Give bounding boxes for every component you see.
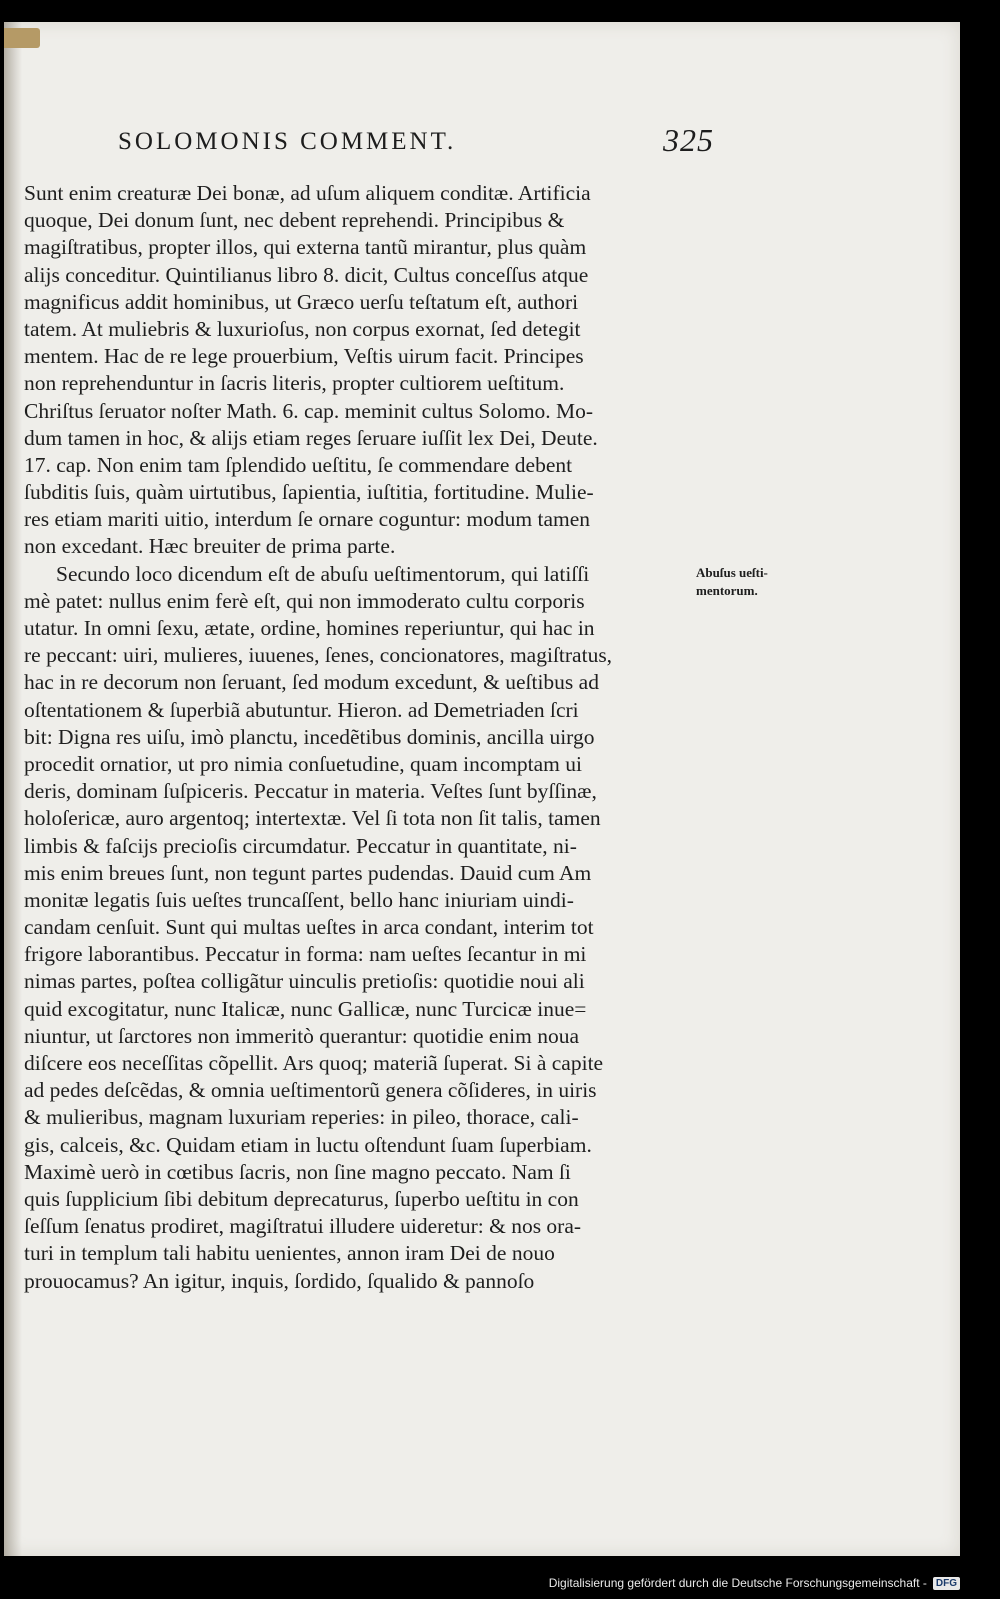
text-line: & mulieribus, magnam luxuriam reperies: in pileo, thorace, cali- <box>24 1105 579 1130</box>
text-line: candam cenſuit. Sunt qui multas ueſtes in arca condant, interim tot <box>24 915 594 940</box>
page-header <box>118 122 714 162</box>
text-line: mè patet: nullus enim ferè eſt, qui non immoderato cultu corporis <box>24 588 585 613</box>
footer-credit: Digitalisierung gefördert durch die Deutsche Forschungsgemeinschaft - <box>548 1576 927 1590</box>
text-line: limbis & faſcijs precioſis circumdatur. Peccatur in quantitate, ni- <box>24 833 577 858</box>
text-line: quoque, Dei donum ſunt, nec debent reprehendi. Principibus & <box>24 208 565 233</box>
text-line: re peccant: uiri, mulieres, iuuenes, ſenes, concionatores, magiſtratus, <box>24 643 613 668</box>
text-line: procedit ornatior, ut pro nimia conſuetudine, quam incomptam ui <box>24 751 583 776</box>
text-line: Chriſtus ſeruator noſter Math. 6. cap. meminit cultus Solomo. Mo- <box>24 398 594 423</box>
text-line: alijs conceditur. Quintilianus libro 8. dicit, Cultus conceſſus atque <box>24 262 589 287</box>
text-line: oſtentationem & ſuperbiã abutuntur. Hieron. ad Demetriaden ſcri <box>24 697 579 722</box>
text-line: niuntur, ut ſarctores non immeritò querantur: quotidie enim noua <box>24 1023 580 1048</box>
text-line: deris, dominam ſuſpiceris. Peccatur in materia. Veſtes ſunt byſſinæ, <box>24 779 597 804</box>
text-line: ſeſſum ſenatus prodiret, magiſtratui illudere uideretur: & nos ora- <box>24 1214 582 1239</box>
text-line: nimas partes, poſtea colligãtur uinculis pretioſis: quotidie noui ali <box>24 969 585 994</box>
text-line: dum tamen in hoc, & alijs etiam reges ſeruare iuſſit lex Dei, Deute. <box>24 425 598 450</box>
text-line: monitæ legatis ſuis ueſtes truncaſſent, bello hanc iniuriam uindi- <box>24 887 574 912</box>
marginal-note-line: Abuſus ueſti- <box>696 565 768 580</box>
text-line: quid excogitatur, nunc Italicæ, nunc Gallicæ, nunc Turcicæ inue= <box>24 996 587 1021</box>
text-line: gis, calceis, &c. Quidam etiam in luctu oſtendunt ſuam ſuperbiam. <box>24 1132 592 1157</box>
text-line: res etiam mariti uitio, interdum ſe ornare coguntur: modum tamen <box>24 507 591 532</box>
marginal-note <box>696 564 796 600</box>
book-page <box>4 22 960 1556</box>
text-line: turi in templum tali habitu uenientes, annon iram Dei de nouo <box>24 1241 555 1266</box>
text-line: bit: Digna res uiſu, imò planctu, incedẽtibus dominis, ancilla uirgo <box>24 724 595 749</box>
text-line: mis enim breues ſunt, non tegunt partes pudendas. Dauid cum Am <box>24 860 592 885</box>
text-line: mentem. Hac de re lege prouerbium, Veſtis uirum facit. Principes <box>24 344 584 369</box>
text-line: utatur. In omni ſexu, ætate, ordine, homines reperiuntur, qui hac in <box>24 616 595 640</box>
text-line: Maximè uerò in cœtibus ſacris, non ſine magno peccato. Nam ſi <box>24 1159 571 1184</box>
running-title: SOLOMONIS COMMENT. <box>118 128 457 155</box>
page-number: 325 <box>663 122 714 158</box>
text-line: non excedant. Hæc breuiter de prima parte. <box>24 534 396 559</box>
text-line: frigore laborantibus. Peccatur in forma: nam ueſtes ſecantur in mi <box>24 942 587 967</box>
text-line: non reprehenduntur in ſacris literis, propter cultiorem ueſtitum. <box>24 371 565 396</box>
dfg-logo: DFG <box>933 1577 960 1590</box>
text-line: ſubditis ſuis, quàm uirtutibus, ſapientia, iuſtitia, fortitudine. Mulie- <box>24 480 594 505</box>
main-text <box>24 180 700 1295</box>
text-line: Secundo loco dicendum eſt de abuſu ueſtimentorum, qui latiſſi <box>56 561 590 586</box>
text-line: magiſtratibus, propter illos, qui externa tantũ mirantur, plus quàm <box>24 235 587 260</box>
digitization-footer <box>549 1573 960 1593</box>
text-line: hac in re decorum non ſeruant, ſed modum excedunt, & ueſtibus ad <box>24 670 599 695</box>
text-line: Sunt enim creaturæ Dei bonæ, ad uſum aliquem conditæ. Artificia <box>24 181 591 205</box>
marginal-note-line: mentorum. <box>696 583 758 598</box>
text-line: holoſericæ, auro argentoq; intertextæ. Vel ſi tota non ſit talis, tamen <box>24 806 601 831</box>
text-line: magnificus addit hominibus, ut Græco uerſu teſtatum eſt, authori <box>24 289 579 314</box>
text-line: prouocamus? An igitur, inquis, ſordido, ſqualido & pannoſo <box>24 1268 535 1293</box>
text-line: diſcere eos neceſſitas cõpellit. Ars quoq; materiã ſuperat. Si à capite <box>24 1051 604 1075</box>
text-line: ad pedes deſcẽdas, & omnia ueſtimentorũ genera cõſideres, in uiris <box>24 1078 597 1103</box>
spine-shadow <box>4 22 22 1556</box>
page-corner-tab <box>4 28 40 48</box>
text-line: tatem. At muliebris & luxurioſus, non corpus exornat, ſed detegit <box>24 316 581 341</box>
text-line: 17. cap. Non enim tam ſplendido ueſtitu, ſe commendare debent <box>24 452 573 477</box>
text-line: quis ſupplicium ſibi debitum deprecaturus, ſuperbo ueſtitu in con <box>24 1186 579 1211</box>
